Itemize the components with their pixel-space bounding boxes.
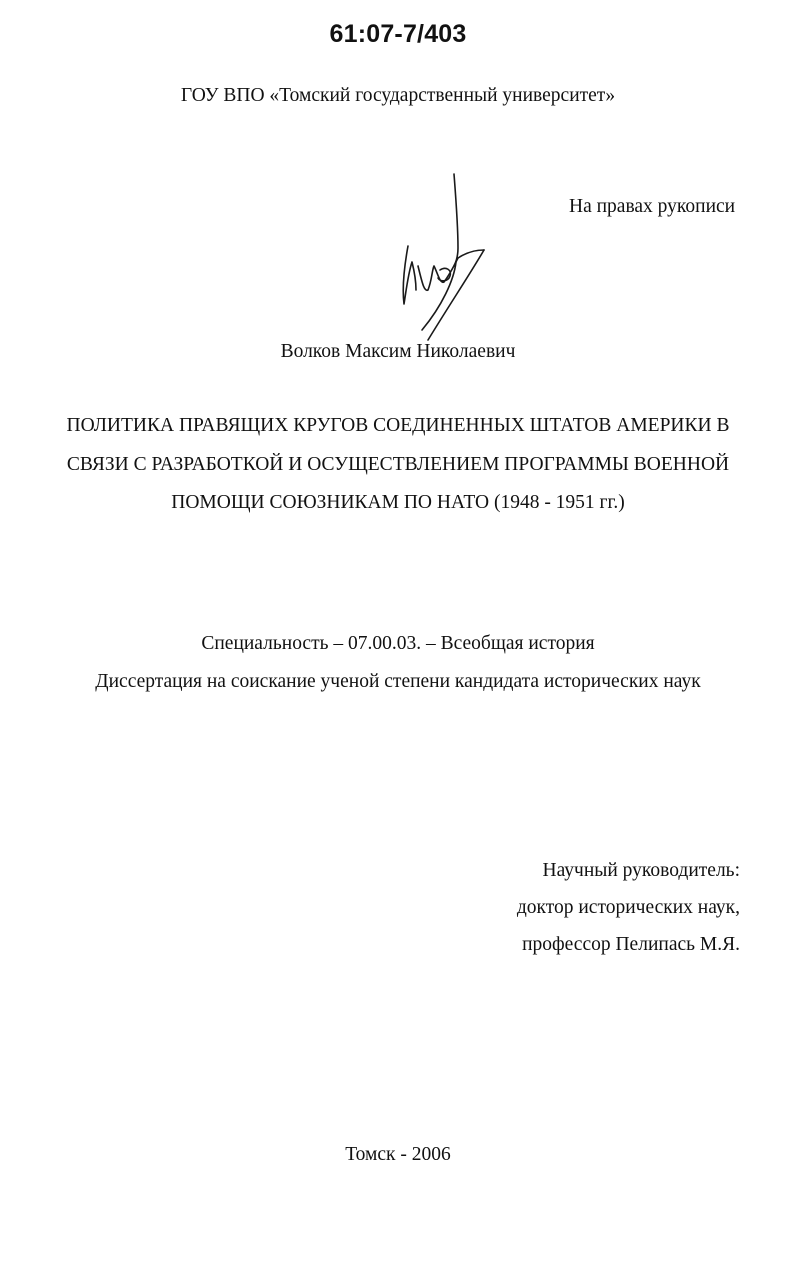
advisor-name: профессор Пелипась М.Я. bbox=[522, 934, 740, 955]
author-name: Волков Максим Николаевич bbox=[280, 341, 516, 362]
advisor-label: Научный руководитель: bbox=[542, 860, 740, 881]
dissertation-title: ПОЛИТИКА ПРАВЯЩИХ КРУГОВ СОЕДИНЕННЫХ ШТАТОВ АМЕРИКИ В СВЯЗИ С РАЗРАБОТКОЙ И ОСУЩЕСТВЛЕНИЕМ ПРОГРАММЫ ВОЕННОЙ ПОМОЩИ СОЮЗНИКАМ ПО НАТО (1948 - 1951 гг.) bbox=[66, 415, 730, 513]
advisor-block bbox=[517, 852, 740, 963]
manuscript-rights-note: На правах рукописи bbox=[569, 196, 736, 217]
institution-name: ГОУ ВПО «Томский государственный университет» bbox=[180, 85, 616, 106]
specialty-line: Специальность – 07.00.03. – Всеобщая история bbox=[201, 633, 595, 654]
archive-code: 61:07-7/403 bbox=[329, 20, 467, 48]
handwritten-signature bbox=[392, 170, 502, 355]
place-and-year: Томск - 2006 bbox=[345, 1144, 451, 1165]
degree-line: Диссертация на соискание ученой степени кандидата исторических наук bbox=[95, 671, 701, 692]
advisor-degree: доктор исторических наук, bbox=[516, 897, 740, 918]
